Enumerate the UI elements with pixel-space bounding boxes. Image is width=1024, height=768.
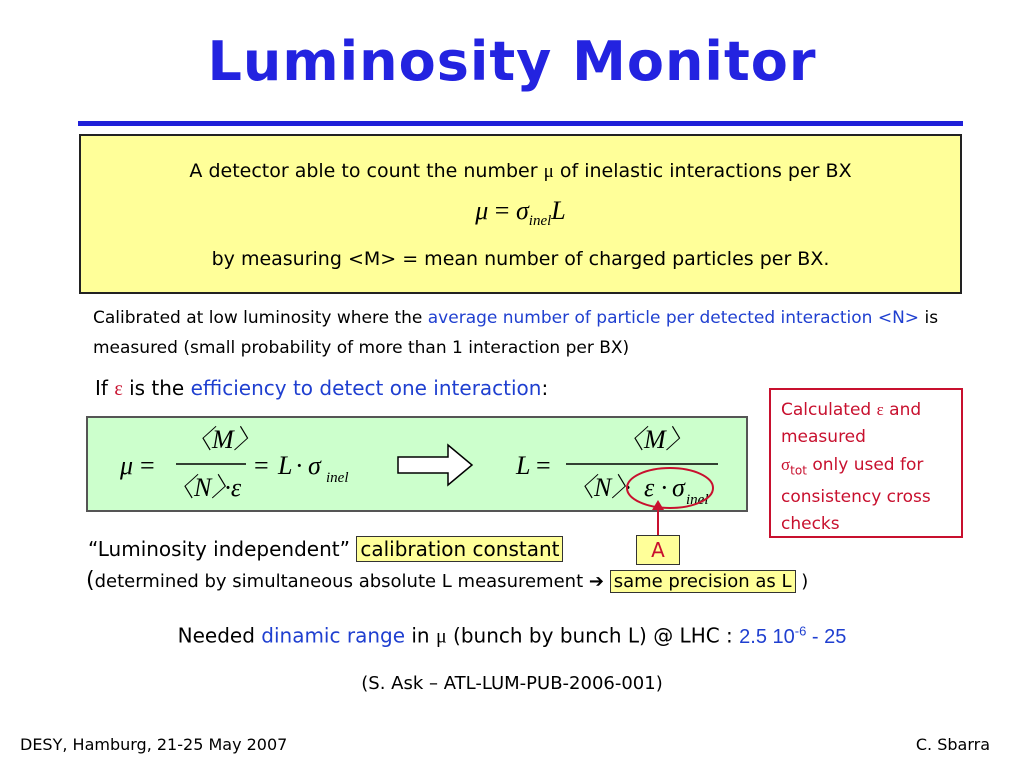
mu-symbol: μ xyxy=(543,161,554,182)
if-text: If xyxy=(95,376,108,400)
eq-mu: μ xyxy=(120,451,134,480)
side-and-measured: and measured xyxy=(781,400,922,447)
efficiency-highlight: efficiency to detect one interaction xyxy=(190,376,542,400)
range-high: - 25 xyxy=(811,625,847,648)
needed-text: Needed xyxy=(177,623,255,648)
eq-equals3: = xyxy=(536,451,551,480)
same-precision-highlight: same precision as L xyxy=(610,570,796,593)
side-calculated: Calculated xyxy=(781,400,872,420)
eq-M2-numerator: 〈M〉 xyxy=(618,425,692,454)
title-underline xyxy=(78,121,963,126)
epsilon-symbol: ε xyxy=(114,378,123,400)
badge-pointer xyxy=(640,500,680,540)
eq-sigma: σ xyxy=(308,451,321,480)
eq-L2: L xyxy=(516,451,531,480)
eq-sigma-sub: inel xyxy=(326,470,349,486)
eq-dot2: · xyxy=(660,473,669,502)
slide-title: Luminosity Monitor xyxy=(207,30,817,93)
close-paren: ) xyxy=(801,571,809,592)
range-value xyxy=(739,623,847,648)
eq-equals: = xyxy=(140,451,155,480)
eq-L: L xyxy=(278,451,293,480)
open-paren: ( xyxy=(86,568,95,593)
side-sigma: σ xyxy=(781,455,791,474)
definition-line2: by measuring <M> = mean number of charged particles per BX. xyxy=(211,248,830,270)
determined-line xyxy=(86,568,808,593)
needed-mu: μ xyxy=(435,625,447,648)
side-consistency: only used for consistency cross checks xyxy=(781,455,931,535)
definition-text-end: of inelastic interactions per BX xyxy=(559,160,852,182)
equation-box xyxy=(86,416,748,512)
implies-arrow xyxy=(398,445,472,485)
definition-box xyxy=(79,134,962,294)
needed-lhc-text: (bunch by bunch L) @ LHC : xyxy=(453,623,733,648)
calib-highlight: average number of particle per detected interaction <N> xyxy=(427,308,920,328)
luminosity-independent-line xyxy=(88,537,563,561)
definition-line1 xyxy=(81,160,960,183)
pointer-arrowhead xyxy=(652,500,664,510)
side-note-box xyxy=(769,388,963,538)
eq-N-denominator: 〈N〉·ε xyxy=(168,473,242,502)
formula-eq: = xyxy=(494,196,510,225)
eq-equals2: = xyxy=(254,451,269,480)
formula-mu: μ xyxy=(475,196,489,225)
formula-sigma: σ xyxy=(515,196,529,225)
is-the-text: is the xyxy=(129,376,185,400)
mu-formula xyxy=(81,196,960,230)
colon: : xyxy=(541,376,549,400)
in-text: in xyxy=(411,623,430,648)
eq-M-numerator: 〈M〉 xyxy=(186,425,260,454)
range-low: 2.5 10 xyxy=(739,625,795,648)
dynamic-range-highlight: dinamic range xyxy=(261,623,405,648)
calibration-constant-highlight: calibration constant xyxy=(356,536,563,562)
eq-dot: · xyxy=(295,451,304,480)
eq-eps2: ε xyxy=(644,473,655,502)
footer-venue: DESY, Hamburg, 21-25 May 2007 xyxy=(20,735,288,754)
formula-sub: inel xyxy=(528,213,552,230)
A-badge: A xyxy=(636,535,680,565)
footer-author: C. Sbarra xyxy=(915,735,990,754)
definition-text: A detector able to count the number xyxy=(189,160,538,182)
determined-text: determined by simultaneous absolute L measurement xyxy=(94,571,584,592)
eq-sigma2-sub: inel xyxy=(686,492,709,508)
calibration-text xyxy=(93,303,963,363)
calib-post: is measured (small probability of more than 1 interaction per BX) xyxy=(93,308,939,358)
lumi-indep-text: “Luminosity independent” xyxy=(88,537,350,561)
calib-pre: Calibrated at low luminosity where the xyxy=(93,308,423,328)
efficiency-line xyxy=(95,376,548,401)
reference: (S. Ask – ATL-LUM-PUB-2006-001) xyxy=(361,673,663,694)
side-sigma-sub: tot xyxy=(790,463,807,478)
eq-N2-denominator: 〈N〉· xyxy=(568,473,631,502)
side-epsilon: ε xyxy=(876,400,884,419)
dynamic-range-line xyxy=(0,623,1024,649)
arrow-icon: ➔ xyxy=(588,571,604,592)
range-exponent: -6 xyxy=(794,623,807,638)
eq-sigma2: σ xyxy=(672,473,685,502)
formula-L: L xyxy=(551,196,566,225)
